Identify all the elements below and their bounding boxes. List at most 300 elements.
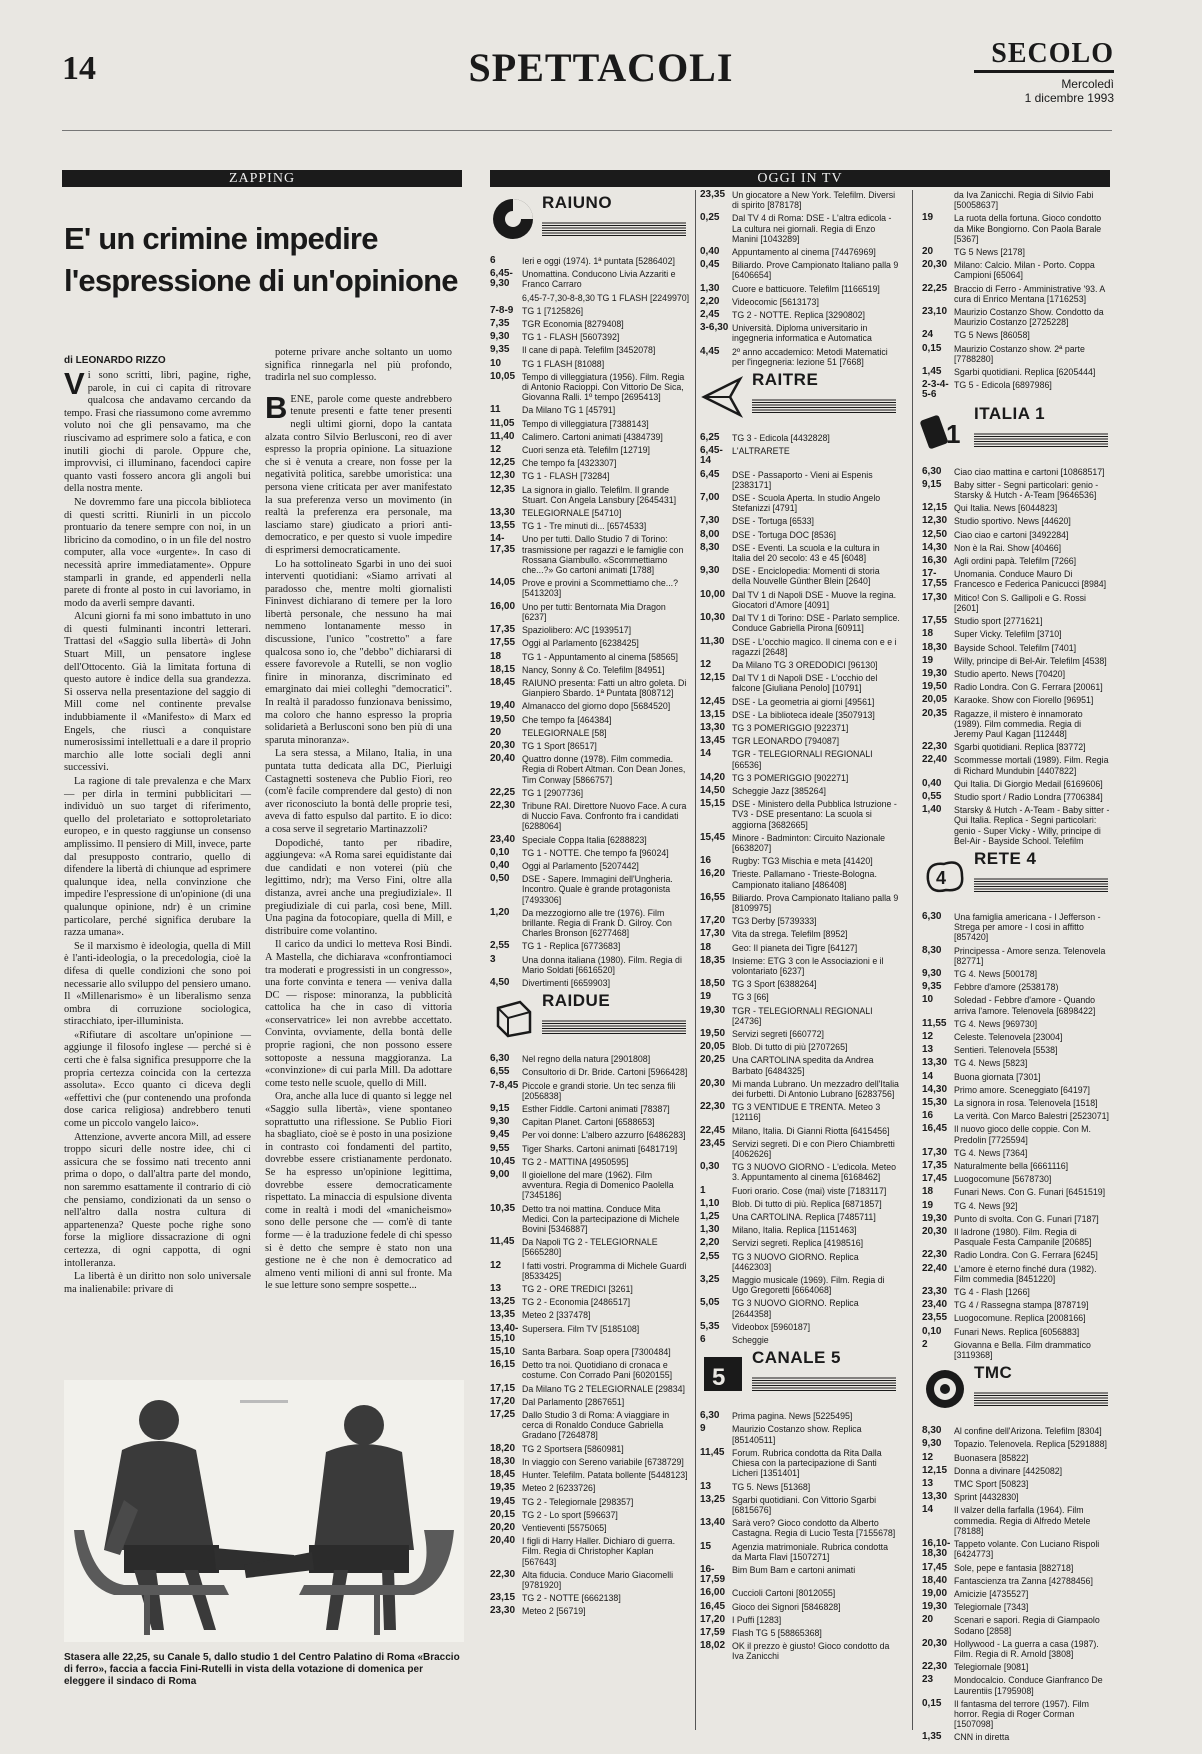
program-row — [700, 833, 900, 853]
program-row — [922, 995, 1112, 1015]
program-row — [700, 1139, 900, 1159]
program-row — [490, 1570, 690, 1590]
program-time: 9 — [700, 1423, 706, 1435]
program-time: 10,45 — [490, 1155, 516, 1167]
article-paragraph: Lo ha sottolineato Sgarbi in uno dei suoi interventi quotidiani: «Siamo arrivati al paradosso che, mentre molti giornalisti Fininvest dichiarano di temere per la loro libertà personale, che nessuno ha mai nemmeno lontanamente messo in discussione, l'unico "costretto" a fare qualcosa sono io, che "debbo" dichiararsi di essere favorevole a Rutelli, se non voglio finire in minoranza, discriminato ed emarginato dai miei colleghi "democratici". In realtà il paradosso funzionava benissimo, ma coloro che hanno espresso la propria solidarietà a Berlusconi sono ben più di una sparuta minoranza». — [265, 558, 452, 746]
program-row — [922, 1124, 1112, 1144]
program-time: 18,15 — [490, 663, 516, 675]
program-time: 12,30 — [922, 515, 948, 527]
program-description: Mitico! Con S. Gallipoli e G. Rossi [2601] — [954, 592, 1086, 613]
program-description: Celeste. Telenovela [23004] — [954, 1031, 1063, 1042]
program-time: 19,35 — [490, 1482, 516, 1494]
program-description: RAIUNO presenta: Fatti un altro goleta. Di Gianpiero Sbardo. 1ª Puntata [808712] — [522, 677, 687, 699]
program-time: 18 — [922, 628, 934, 640]
program-row — [922, 1340, 1112, 1360]
program-time: 17,59 — [700, 1626, 726, 1638]
program-row — [490, 458, 690, 468]
program-row — [700, 929, 900, 939]
program-time: 12,15 — [700, 672, 726, 684]
program-row — [700, 1029, 900, 1039]
program-row — [922, 247, 1112, 257]
program-row — [700, 1424, 900, 1444]
program-time: 4,45 — [700, 345, 720, 357]
program-time: 2-3-4-5-6 — [922, 379, 949, 401]
channel-logo-icon — [700, 373, 746, 421]
program-row — [700, 310, 900, 320]
program-row — [490, 1384, 690, 1394]
program-row — [700, 1518, 900, 1538]
program-description: OK il prezzo è giusto! Gioco condotto da Iva Zanicchi — [732, 1641, 890, 1662]
program-row — [700, 979, 900, 989]
program-time: 10,30 — [700, 612, 726, 624]
program-time: 17,35 — [922, 1160, 948, 1172]
channel-header — [490, 992, 690, 1044]
program-time: 1,25 — [700, 1211, 720, 1223]
program-time: 1,40 — [922, 804, 942, 816]
program-row — [490, 1157, 690, 1167]
program-time: 8,30 — [700, 541, 720, 553]
program-row — [700, 637, 900, 657]
program-row — [490, 1144, 690, 1154]
program-row — [700, 347, 900, 367]
program-row — [922, 1058, 1112, 1068]
program-time: 6,30 — [922, 910, 942, 922]
program-time: 12 — [490, 1259, 502, 1271]
program-time: 20,40 — [490, 1535, 516, 1547]
channel-hatch-bar — [752, 1377, 896, 1391]
program-time: 0,25 — [700, 212, 720, 224]
article-paragraph: Alcuni giorni fa mi sono imbattuto in uno di questi fulminanti incontri letterari. Trattasi del «Saggio sulla libertà» di John Stuart Mill, un pensatore inglese dell'Ottocento. Già la limitata fortuna di questo autore è indice della sua grandezza. Si osserva nella presentazione del saggio di Mill come nel continente prevalse indubbiamente il «Manifesto» di Marx ed Engels, che riuscì a conquistare numerosissimi intellettuali e a dare il proprio marchio alle lotte sociali degli anni successivi. — [64, 611, 251, 774]
program-description: Piccole e grandi storie. Un tec senza fili [2056838] — [522, 1080, 676, 1101]
program-time: 2,55 — [700, 1250, 720, 1262]
program-description: TG 3 - Edicola [4432828] — [732, 433, 830, 444]
program-description: Studio sport [2771621] — [954, 616, 1043, 627]
program-description: TGR - TELEGIORNALI REGIONALI [66536] — [732, 749, 873, 770]
program-description: Studio aperto. News [70420] — [954, 668, 1066, 679]
program-time: 12,15 — [922, 1464, 948, 1476]
program-time: 0,40 — [922, 777, 942, 789]
program-row — [922, 669, 1112, 679]
program-time: 2 — [922, 1338, 928, 1350]
program-description: TG 5 - Edicola [6897986] — [954, 380, 1052, 391]
tv-column-1 — [490, 190, 690, 1730]
program-description: TG 1 Sport [86517] — [522, 740, 597, 751]
program-time: 11,05 — [490, 417, 515, 429]
program-description: Mondocalcio. Conduce Gianfranco De Laurentiis [1795908] — [954, 1675, 1103, 1696]
channel-name: RAIUNO — [542, 193, 613, 212]
program-row — [490, 1310, 690, 1320]
program-row — [922, 1287, 1112, 1297]
program-time: 17,20 — [700, 915, 726, 927]
program-description: Fuori orario. Cose (mai) viste [7183117] — [732, 1185, 887, 1196]
program-description: Sarà vero? Gioco condotto da Alberto Castagna. Regia di Lucio Testa [7155678] — [732, 1518, 896, 1539]
program-row — [700, 1602, 900, 1612]
channel-header — [490, 194, 690, 246]
program-time: 11,40 — [490, 430, 515, 442]
program-time: 14 — [922, 1504, 934, 1516]
program-row — [922, 330, 1112, 340]
program-row — [490, 941, 690, 951]
program-time: 17,30 — [700, 928, 726, 940]
program-time: 6,30 — [922, 465, 942, 477]
article-paragraph: Dopodiché, tanto per ribadire, aggiungeva: «A Roma sarei equidistante dai due candidati e non voterei (più che legittimo, ndr); ma Verso Fini, oltre alla distanza, avrei anche una pregiudiziale». Il pregiudiziale di cui parla, così bene, Mill. Una pagina da fotocopiare, quella di Mill, e distribuire come volantino. — [265, 837, 452, 937]
program-row — [922, 516, 1112, 526]
program-row — [922, 1264, 1112, 1284]
program-description: Uno per tutti. Dallo Studio 7 di Torino: trasmissione per ragazzi e le famiglie con Rossana Giambullo. «Scommettiamo che...?» Go cartoni animati [1788] — [522, 534, 684, 576]
program-time: 23,40 — [922, 1299, 948, 1311]
program-time: 6,30 — [490, 1053, 510, 1065]
program-description: Qui Italia. Di Giorgio Medail [6169606] — [954, 778, 1103, 789]
program-description: Hollywood - La guerra a casa (1987). Film. Regia di R. Arnold [3808] — [954, 1638, 1099, 1659]
program-row — [922, 1201, 1112, 1211]
program-time: 20 — [490, 726, 502, 738]
program-time: 18,45 — [490, 676, 516, 688]
program-description: CNN in diretta — [954, 1732, 1010, 1743]
program-time: 17,55 — [922, 615, 948, 627]
program-description: Scheggie Jazz [385264] — [732, 785, 826, 796]
program-time: 19,30 — [922, 1212, 948, 1224]
program-time: 13 — [922, 1478, 934, 1490]
program-description: Appuntamento al cinema [74476969] — [732, 247, 876, 258]
program-row — [922, 969, 1112, 979]
program-time: 23,40 — [490, 833, 516, 845]
program-description: Buona giornata [7301] — [954, 1071, 1041, 1082]
article-paragraph: Attenzione, avverte ancora Mill, ad essere troppo sicuri delle nostre idee, chi ci assicura che se fossimo nati trecento anni prima o dopo, o dall'altra parte del mondo, non saremmo esattamente il contrario di ciò che pensiamo, condizionati da un senso o nell'altro dalla nostra cultura di appartenenza? Queste poche righe sono forse la migliore dissacrazione di ogni certezza, di ogni cappotta, di ogni intolleranza. — [64, 1131, 251, 1269]
program-description: DSE - L'occhio magico. Il cinema con e e i ragazzi [2648] — [732, 636, 897, 657]
program-row — [700, 1275, 900, 1295]
program-time: 4,50 — [490, 976, 510, 988]
program-description: Una famiglia americana - I Jefferson - Strega per amore - I cosi in affitto [857420] — [954, 911, 1101, 943]
program-description: Da mezzogiorno alle tre (1976). Film brillante. Regia di Frank D. Gilroy. Con Charles Bronson [6277468] — [522, 907, 672, 939]
program-description: Il ladrone (1980). Film. Regia di Pasquale Festa Campanile [20685] — [954, 1227, 1092, 1248]
program-description: Donna a divinare [4425082] — [954, 1465, 1063, 1476]
program-time: 19,30 — [700, 1004, 726, 1016]
column-divider — [695, 190, 696, 1730]
program-time: 17,45 — [922, 1173, 948, 1185]
program-row — [700, 260, 900, 280]
program-time: 22,45 — [700, 1124, 726, 1136]
program-time: 9,30 — [490, 1116, 510, 1128]
article-column-2 — [265, 346, 452, 1356]
program-description: Consultorio di Dr. Bride. Cartoni [5966428] — [522, 1067, 688, 1078]
program-description: Meteo 2 [6233726] — [522, 1483, 596, 1494]
program-row — [490, 471, 690, 481]
program-time: 6,45-9,30 — [490, 268, 513, 290]
program-description: Una donna italiana (1980). Film. Regia di Mario Soldati [6616520] — [522, 954, 682, 975]
program-time: 7-8-9 — [490, 304, 514, 316]
program-time: 7,00 — [700, 492, 720, 504]
program-description: Braccio di Ferro - Amministrative '93. A cura di Enrico Mentana [1716253] — [954, 283, 1105, 304]
program-description: Speciale Coppa Italia [6288823] — [522, 834, 647, 845]
program-row — [922, 344, 1112, 364]
program-row — [700, 893, 900, 913]
program-row — [922, 1085, 1112, 1095]
program-row — [700, 1322, 900, 1332]
program-time: 19,30 — [922, 1601, 948, 1613]
program-description: Unomania. Conduce Mauro Di Francesco e Federica Panicucci [8984] — [954, 569, 1107, 590]
channel-header — [700, 371, 900, 423]
program-time: 23,35 — [700, 189, 726, 200]
program-time: 17,25 — [490, 1409, 516, 1421]
newspaper-logo: SECOLO — [974, 38, 1114, 73]
program-time: 0,50 — [490, 873, 510, 885]
program-row — [700, 470, 900, 490]
program-time: 23,10 — [922, 306, 948, 318]
program-time: 16,55 — [700, 891, 726, 903]
program-description: Agli ordini papà. Telefilm [7266] — [954, 556, 1077, 567]
program-description: Ventieventi [5575065] — [522, 1522, 607, 1533]
program-description: La ruota della fortuna. Gioco condotto da Mike Bongiorno. Con Paola Barale [5367] — [954, 213, 1102, 244]
program-row — [922, 1227, 1112, 1247]
program-description: TG 1 - Replica [6773683] — [522, 941, 621, 952]
program-time: 14-17,35 — [490, 533, 516, 555]
program-description: DSE - Tortuga DOC [8536] — [732, 529, 836, 540]
program-row — [490, 1593, 690, 1603]
program-description: TG 1 FLASH [81088] — [522, 358, 605, 369]
program-time: 13,40-15,10 — [490, 1322, 519, 1344]
program-row — [700, 1252, 900, 1272]
program-time: 16 — [700, 855, 712, 867]
program-row — [490, 1054, 690, 1064]
article-headline — [64, 218, 464, 302]
program-time: 14,20 — [700, 771, 726, 783]
program-row — [922, 1426, 1112, 1436]
program-description: TG 1 - FLASH [73284] — [522, 471, 610, 482]
channel-hatch-bar — [974, 433, 1108, 447]
program-row — [922, 1466, 1112, 1476]
program-description: Scenari e sapori. Regia di Giampaolo Sodano [2858] — [954, 1615, 1100, 1636]
program-description: Willy, principe di Bel-Air. Telefilm [4538] — [954, 655, 1107, 666]
program-row — [922, 1639, 1112, 1659]
program-row — [922, 1732, 1112, 1742]
program-description: Servizi segreti. Replica [4198516] — [732, 1238, 864, 1249]
program-description: Gioco dei Signori [5846828] — [732, 1601, 841, 1612]
program-time: 22,25 — [490, 786, 516, 798]
channel-name: CANALE 5 — [752, 1348, 842, 1368]
program-time: 9,30 — [700, 565, 720, 577]
program-row — [700, 749, 900, 769]
program-description: Funari News. Con G. Funari [6451519] — [954, 1187, 1106, 1198]
program-time: 5,05 — [700, 1297, 720, 1309]
program-time: 19,40 — [490, 700, 516, 712]
program-row — [922, 1214, 1112, 1224]
program-row — [700, 736, 900, 746]
program-description: TG 3 NUOVO GIORNO. Replica [4462303] — [732, 1251, 859, 1272]
program-time: 20,35 — [922, 707, 948, 719]
program-time: 22,30 — [490, 1568, 516, 1580]
program-description: Capitan Planet. Cartoni [6588653] — [522, 1117, 655, 1128]
program-description: TG 2 - ORE TREDICI [3261] — [522, 1284, 633, 1295]
program-time: 8,30 — [922, 944, 942, 956]
program-time: 11,45 — [700, 1446, 725, 1458]
program-row — [700, 660, 900, 670]
program-row — [490, 1130, 690, 1140]
program-time: 17,45 — [922, 1561, 948, 1573]
program-row — [700, 1542, 900, 1562]
program-row — [490, 1104, 690, 1114]
program-description: Meteo 2 [56719] — [522, 1606, 586, 1617]
program-row — [700, 916, 900, 926]
program-description: Servizi segreti. Di e con Piero Chiambretti [4062626] — [732, 1138, 895, 1160]
program-time: 17,30 — [922, 591, 948, 603]
channel-logo-icon — [922, 1366, 968, 1414]
program-description: Febbre d'amore (2538178) — [954, 982, 1059, 993]
program-description: TG 4. News [7364] — [954, 1147, 1028, 1158]
program-description: TGR - TELEGIORNALI REGIONALI [24736] — [732, 1005, 873, 1026]
program-row — [700, 1448, 900, 1479]
program-time: 2,45 — [700, 309, 720, 321]
program-description: L'ALTRARETE — [732, 446, 790, 457]
program-description: Principessa - Amore senza. Telenovela [82771] — [954, 945, 1106, 966]
channel-header — [700, 1349, 900, 1401]
program-time: 16,45 — [922, 1123, 948, 1135]
program-description: Tempo di villeggiatura [7388143] — [522, 418, 649, 429]
program-time: 9,45 — [490, 1129, 510, 1141]
program-description: da Iva Zanicchi. Regia di Silvio Fabi [50058637] — [954, 190, 1094, 211]
article-paragraph: Ora, anche alla luce di quanto si legge nel «Saggio sulla libertà», viene spontaneo soprattutto una riflessione. Se Publio Fiori ha sbagliato, cioè se è posto in una posizione in contrasto coi fondamenti del partito, dovrebbe essere cristianamente perdonato. Se ha espresso un'opinione legittima, dovrebbe essere democraticamente rispettato. La minaccia di espulsione diventa come in realtà i modi del «manicheismo» sono delle persone che — com'è di tante forme — è la traduzione fedele di chi spesso si è detto che sempre è stato non una gestione ne è che non è democratico ad almeno venti milioni di anni sul fronte. Ma le sue letture sono sempre sospette... — [265, 1091, 452, 1292]
program-row — [700, 1212, 900, 1222]
program-time: 15,30 — [922, 1097, 948, 1108]
program-time: 16 — [922, 1110, 934, 1122]
program-row — [700, 493, 900, 513]
program-description: Naturalmente bella [6661116] — [954, 1161, 1069, 1172]
channel-hatch-bar — [974, 878, 1108, 892]
program-description: TG 5 News [86058] — [954, 330, 1030, 341]
program-description: Insieme: ETG 3 con le Associazioni e il volontariato [6237] — [732, 955, 884, 976]
program-description: Santa Barbara. Soap opera [7300484] — [522, 1347, 671, 1358]
program-row — [490, 1444, 690, 1454]
program-time: 20 — [922, 246, 934, 258]
program-row — [700, 213, 900, 244]
program-description: Primo amore. Sceneggiato [64197] — [954, 1084, 1090, 1095]
program-row — [700, 1126, 900, 1136]
program-row — [922, 1602, 1112, 1612]
program-time: 22,40 — [922, 1262, 948, 1274]
program-row — [490, 256, 690, 266]
program-time: 3,25 — [700, 1274, 720, 1286]
program-time: 20,05 — [922, 694, 948, 706]
program-description: TELEGIORNALE [58] — [522, 727, 607, 738]
program-row — [700, 297, 900, 307]
program-row — [700, 284, 900, 294]
article-paragraph: Il carico da undici lo metteva Rosi Bindi. A Mastella, che dichiarava «confrontiamoci tra moderati e progressisti in un congresso», una forte convinta e tenera — veniva dalla DC — rispose: minoranza, la pubblicità cattolica ha che in caso di vittoria «conservatrice» lei non avrebbe accettato. Convinta, ovviamente, della bontà delle proprie ragioni, che non possono essere sottoposte a nessuna maggioranza. La «convinzione» di cui parla Mill. Da adottare come testo nelle scuole, quello di Mill. — [265, 939, 452, 1089]
program-time: 6,25 — [700, 432, 720, 444]
program-description: TG 4. News [5823] — [954, 1058, 1028, 1069]
program-description: Videocomic [5613173] — [732, 296, 819, 307]
program-time: 13,30 — [490, 507, 516, 519]
program-description: 2º anno accademico: Metodi Matematici per l'ingegneria: lezione 51 [7668] — [732, 346, 888, 367]
program-time: 2,20 — [700, 295, 720, 307]
program-description: TG 4. News [500178] — [954, 968, 1038, 979]
program-row — [490, 1324, 690, 1344]
program-description: Minore - Badminton: Circuito Nazionale [6638207] — [732, 832, 886, 853]
program-row — [700, 1641, 900, 1661]
program-row — [490, 521, 690, 531]
program-time: 22,25 — [922, 282, 948, 294]
program-row — [922, 543, 1112, 553]
program-description: Che tempo fa [464384] — [522, 714, 612, 725]
program-description: DSE - Scuola Aperta. In studio Angelo Stefanizzi [4791] — [732, 493, 881, 514]
program-time: 18,50 — [700, 978, 726, 990]
program-description: TG 3 Sport [6388264] — [732, 979, 817, 990]
program-time: 12,50 — [922, 528, 948, 540]
debate-photo — [64, 1380, 464, 1642]
program-row — [490, 578, 690, 598]
program-description: Radio Londra. Con G. Ferrara [6245] — [954, 1250, 1098, 1261]
program-row — [922, 1479, 1112, 1489]
article-paragraph: La libertà è un diritto non solo universale ma inalienabile: privare di — [64, 1271, 251, 1295]
program-row — [490, 445, 690, 455]
program-row — [700, 1238, 900, 1248]
program-time: 11,55 — [922, 1017, 947, 1029]
program-description: Dal TV 1 di Napoli DSE - Muove la regina. Giocatori d'Amore [4091] — [732, 589, 897, 610]
program-time: 13,30 — [922, 1057, 948, 1069]
program-time: 17,35 — [490, 624, 516, 636]
channel-hatch-bar — [752, 399, 896, 413]
program-time: 22,30 — [490, 799, 516, 811]
program-time: 16,30 — [922, 555, 948, 567]
program-time: 9,30 — [490, 331, 510, 343]
program-time: 1,20 — [490, 906, 510, 918]
program-time: 13,25 — [700, 1493, 726, 1505]
program-time: 18 — [922, 1186, 934, 1198]
program-time: 23,55 — [922, 1312, 948, 1324]
program-time: 14,05 — [490, 577, 516, 589]
program-time: 12,45 — [700, 695, 726, 707]
program-time: 19,30 — [922, 667, 948, 679]
program-row — [490, 1483, 690, 1493]
article-column-1 — [64, 366, 251, 1355]
program-description: Per voi donne: L'albero azzurro [6486283] — [522, 1130, 686, 1141]
program-row — [922, 1300, 1112, 1310]
channel-name: ITALIA 1 — [974, 403, 1046, 423]
program-time: 9,30 — [922, 1438, 942, 1450]
channel-name: RAIDUE — [542, 991, 611, 1011]
program-time: 10,05 — [490, 370, 516, 382]
program-description: Cuore e batticuore. Telefilm [1166519] — [732, 283, 880, 294]
program-time: 13,25 — [490, 1296, 516, 1308]
channel-logo-icon — [922, 407, 968, 455]
program-row — [922, 982, 1112, 992]
program-description: Maggio musicale (1969). Film. Regia di Ugo Gregoretti [6664068] — [732, 1275, 885, 1296]
program-row — [700, 1102, 900, 1122]
program-description: TMC Sport [50823] — [954, 1479, 1029, 1490]
page-number: 14 — [62, 50, 96, 87]
program-description: Calimero. Cartoni animati [4384739] — [522, 431, 663, 442]
program-row — [700, 446, 900, 466]
program-description: Vita da strega. Telefilm [8952] — [732, 929, 848, 940]
program-row — [700, 1411, 900, 1421]
program-row — [490, 678, 690, 698]
program-row — [490, 1536, 690, 1567]
program-description: Meteo 2 [337478] — [522, 1310, 591, 1321]
program-description: Il cane di papà. Telefilm [3452078] — [522, 345, 656, 356]
program-row — [922, 1539, 1112, 1559]
program-description: Mi manda Lubrano. Un mezzadro dell'Italia dei furbetti. Di Antonio Lubrano [6283756] — [732, 1078, 899, 1100]
program-time: 11 — [490, 404, 501, 416]
program-row — [700, 1199, 900, 1209]
program-description: Videobox [5960187] — [732, 1321, 811, 1332]
program-time: 16,20 — [700, 868, 726, 880]
program-time: 10,00 — [700, 588, 726, 600]
program-time: 12,30 — [490, 470, 516, 482]
program-time: 22,30 — [922, 741, 948, 753]
program-time: 6,30 — [700, 1410, 720, 1422]
program-row — [922, 367, 1112, 377]
program-description: Sprint [4432830] — [954, 1492, 1019, 1503]
channel-logo-icon — [700, 1351, 746, 1399]
program-time: 16,45 — [700, 1600, 726, 1612]
